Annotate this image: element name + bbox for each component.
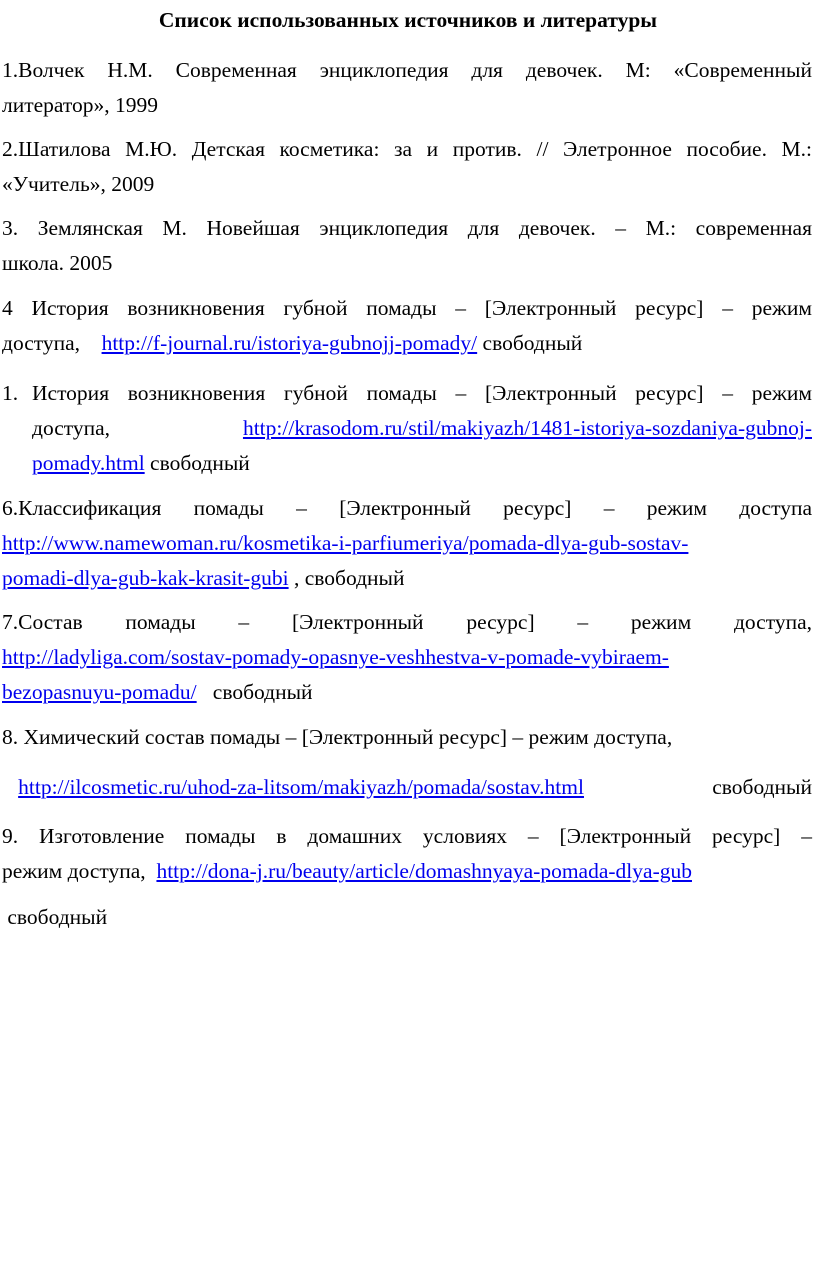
reference-9-suffix-line	[2, 900, 812, 935]
reference-3-line-2: школа. 2005	[2, 251, 113, 275]
reference-6-line-1: 6.Классификация помады – [Электронный ресурс] – режим доступа	[2, 496, 812, 520]
reference-9-suffix	[2, 905, 107, 929]
reference-8-link-row	[2, 770, 812, 805]
reference-7-line-3	[2, 675, 812, 710]
reference-7-line-2	[2, 640, 812, 675]
reference-9-link[interactable]: http://dona-j.ru/beauty/article/domashnyaya-pomada-dlya-gub	[156, 859, 692, 883]
page-title: Список использованных источников и литературы	[158, 8, 658, 32]
reference-6	[2, 491, 812, 596]
reference-6-link-part-1[interactable]: http://www.namewoman.ru/kosmetika-i-parfiumeriya/pomada-dlya-gub-sostav-	[2, 531, 689, 555]
reference-5-link-part-2[interactable]: pomady.html	[32, 451, 145, 475]
reference-4-line-2	[2, 326, 812, 361]
reference-5-line-2	[32, 411, 812, 446]
reference-8-suffix: свободный	[712, 775, 812, 799]
reference-8-line-1: 8. Химический состав помады – [Электронный ресурс] – режим доступа,	[2, 725, 673, 749]
reference-9-prefix: режим доступа,	[2, 859, 146, 883]
reference-6-line-2	[2, 526, 812, 561]
reference-9-suffix-text: свободный	[7, 905, 108, 929]
reference-3-line-1: 3. Землянская М. Новейшая энциклопедия для девочек. – М.: современная	[2, 216, 812, 240]
reference-7-link-part-2[interactable]: bezopasnuyu-pomadu/	[2, 680, 197, 704]
reference-5-line-3	[32, 446, 812, 481]
reference-8-link[interactable]: http://ilcosmetic.ru/uhod-za-litsom/makiyazh/pomada/sostav.html	[18, 775, 584, 799]
reference-8-link-line	[2, 770, 812, 805]
reference-9-line-1: 9. Изготовление помады в домашних условиях – [Электронный ресурс] –	[2, 824, 812, 848]
reference-1	[2, 53, 812, 123]
reference-6-link-part-2[interactable]: pomadi-dlya-gub-kak-krasit-gubi	[2, 566, 289, 590]
reference-8-link-wrap	[2, 770, 584, 805]
reference-7-line-1: 7.Состав помады – [Электронный ресурс] – режим доступа,	[2, 610, 812, 634]
reference-6-line-3	[2, 561, 812, 596]
reference-1-line-1	[2, 53, 812, 88]
reference-4	[2, 291, 812, 361]
reference-1-text: 1.Волчек Н.М. Современная энциклопедия для девочек. М: «Современный	[2, 58, 812, 82]
reference-4-suffix: свободный	[482, 331, 583, 355]
reference-5-prefix: доступа,	[32, 416, 111, 440]
reference-2-line-1: 2.Шатилова М.Ю. Детская косметика: за и против. // Элетронное пособие. М.:	[2, 137, 812, 161]
reference-5-suffix: свободный	[150, 451, 250, 475]
reference-9	[2, 819, 812, 889]
reference-4-link[interactable]: http://f-journal.ru/istoriya-gubnojj-pomady/	[101, 331, 478, 355]
reference-2	[2, 132, 812, 202]
reference-7-suffix: свободный	[212, 680, 313, 704]
reference-3	[2, 211, 812, 281]
reference-4-line-1: 4 История возникновения губной помады – [Электронный ресурс] – режим	[2, 296, 812, 320]
reference-8	[2, 720, 812, 755]
reference-2-line-2: «Учитель», 2009	[2, 172, 155, 196]
reference-4-prefix: доступа,	[2, 331, 81, 355]
reference-6-suffix: , свободный	[293, 566, 405, 590]
reference-9-line-2	[2, 854, 812, 889]
reference-7	[2, 605, 812, 710]
reference-5-link-part-1[interactable]: http://krasodom.ru/stil/makiyazh/1481-istoriya-sozdaniya-gubnoj-	[242, 416, 812, 440]
reference-5-number: 1.	[2, 381, 19, 405]
reference-7-link-part-1[interactable]: http://ladyliga.com/sostav-pomady-opasnye-veshhestva-v-pomade-vybiraem-	[2, 645, 669, 669]
reference-1-line-2: литератор», 1999	[2, 93, 159, 117]
reference-5	[2, 376, 812, 481]
reference-5-line-1: История возникновения губной помады – [Электронный ресурс] – режим	[32, 381, 812, 405]
